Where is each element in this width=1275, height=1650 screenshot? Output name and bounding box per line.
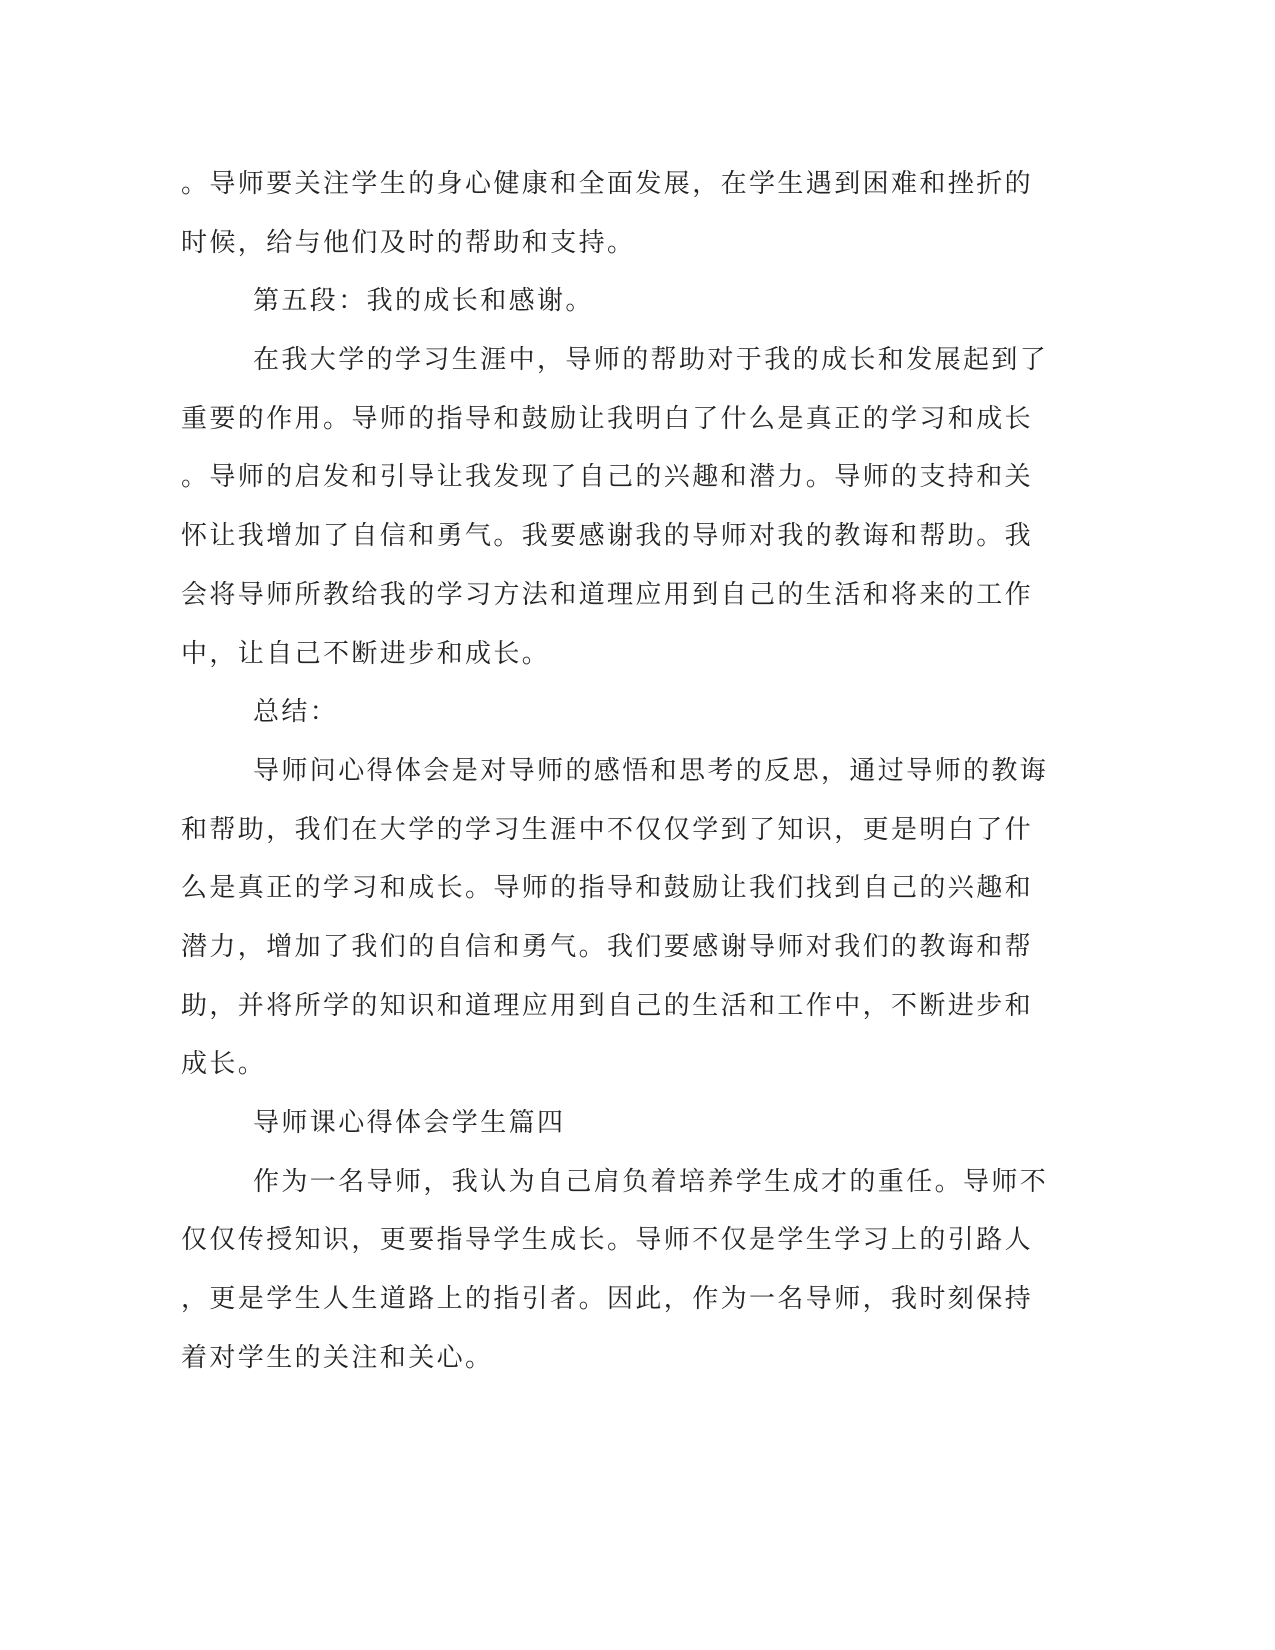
paragraph-first-line: 导师问心得体会是对导师的感悟和思考的反思，通过导师的教诲: [253, 755, 1049, 786]
text-line: 成长。: [181, 1049, 267, 1080]
text-line: 仅仅传授知识，更要指导学生成长。导师不仅是学生学习上的引路人: [181, 1225, 1034, 1256]
text-line: 会将导师所教给我的学习方法和道理应用到自己的生活和将来的工作: [181, 579, 1034, 610]
text-line: 。导师要关注学生的身心健康和全面发展，在学生遇到困难和挫折的: [181, 169, 1034, 199]
text-line: 和帮助，我们在大学的学习生涯中不仅仅学到了知识，更是明白了什: [181, 814, 1034, 845]
text-line: 么是真正的学习和成长。导师的指导和鼓励让我们找到自己的兴趣和: [181, 873, 1034, 904]
text-line: 助，并将所学的知识和道理应用到自己的生活和工作中，不断进步和: [181, 990, 1034, 1021]
text-line: 怀让我增加了自信和勇气。我要感谢我的导师对我的教诲和帮助。我: [181, 521, 1034, 552]
paragraph-first-line: 作为一名导师，我认为自己肩负着培养学生成才的重任。导师不: [253, 1166, 1049, 1197]
text-line: 时候，给与他们及时的帮助和支持。: [181, 227, 636, 258]
document-body: [181, 155, 1049, 1387]
section-heading: 总结：: [253, 697, 339, 728]
section-heading: 第五段：我的成长和感谢。: [253, 286, 594, 317]
text-line: 着对学生的关注和关心。: [181, 1342, 494, 1373]
article-title: 导师课心得体会学生篇四: [253, 1108, 566, 1138]
text-line: 潜力，增加了我们的自信和勇气。我们要感谢导师对我们的教诲和帮: [181, 931, 1034, 962]
text-line: ，更是学生人生道路上的指引者。因此，作为一名导师，我时刻保持: [181, 1284, 1034, 1315]
paragraph-first-line: 在我大学的学习生涯中，导师的帮助对于我的成长和发展起到了: [253, 345, 1049, 376]
text-line: 。导师的启发和引导让我发现了自己的兴趣和潜力。导师的支持和关: [181, 462, 1034, 493]
text-line: 重要的作用。导师的指导和鼓励让我明白了什么是真正的学习和成长: [181, 403, 1034, 434]
text-line: 中，让自己不断进步和成长。: [181, 638, 551, 669]
